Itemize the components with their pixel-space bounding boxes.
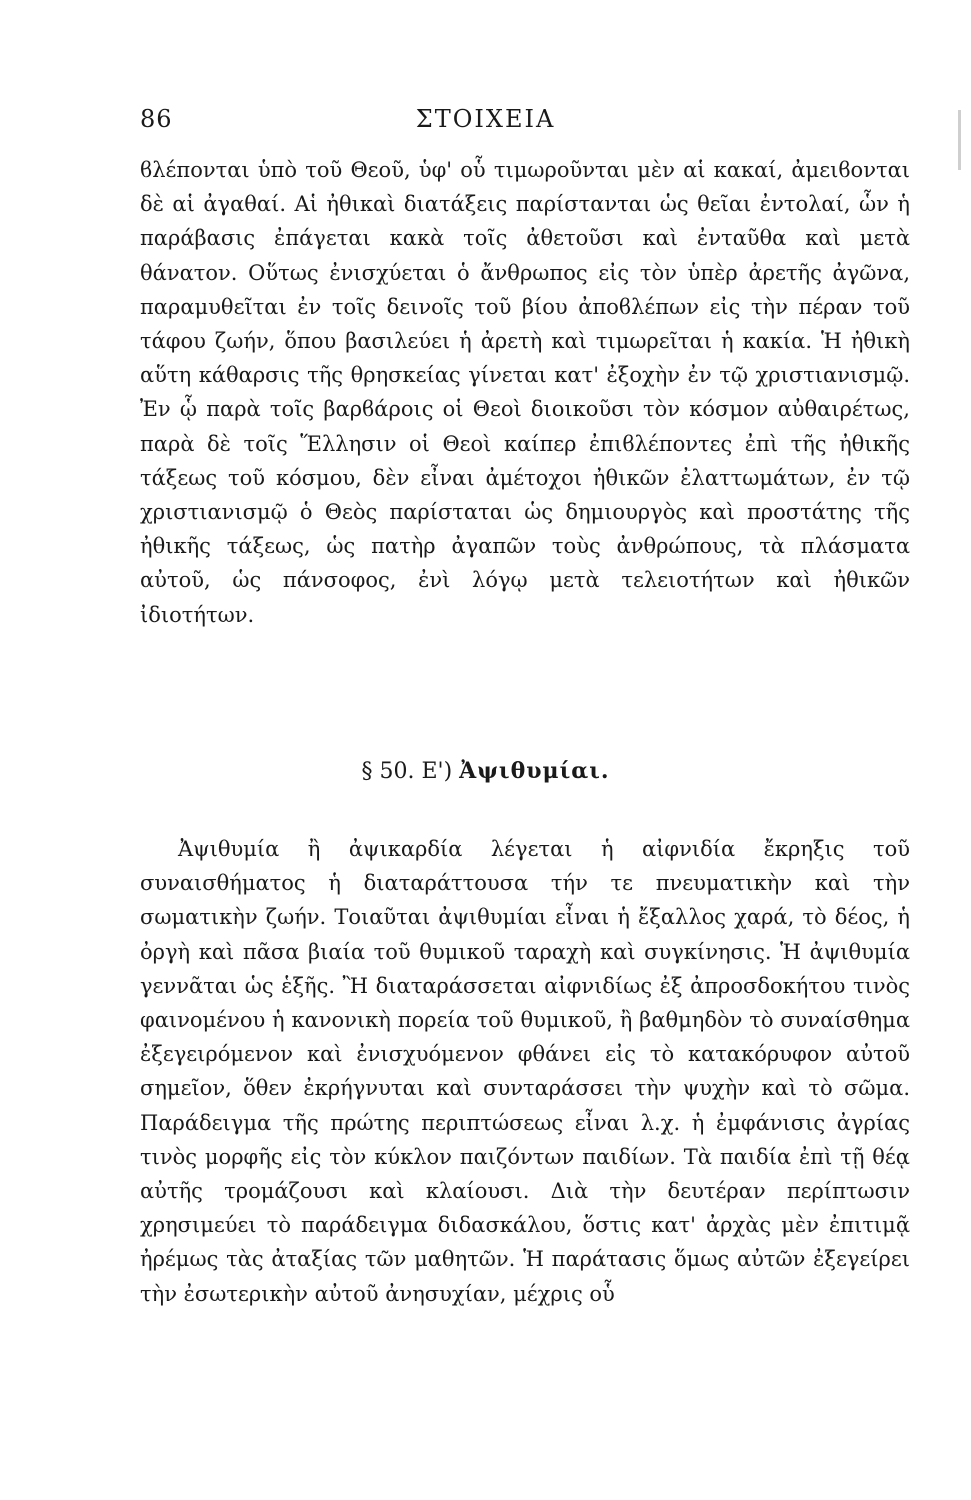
scan-edge-mark	[958, 110, 961, 170]
section-title: Ἀψιθυμίαι.	[459, 758, 610, 784]
body-paragraph-1: ϐλέπονται ὑπὸ τοῦ Θεοῦ, ὑφ' οὗ τιμωροῦνται μὲν αἱ κακαί, ἀμειϐονται δὲ αἱ ἀγαθαί. Αἱ ἠθικαὶ διατάξεις παρίστανται ὡς θεῖαι ἐντολαί, ὧν ἡ παράβασις ἐπάγεται κακὰ τοῖς ἀθετοῦσι καὶ ἐνταῦθα καὶ μετὰ θάνατον. Οὕτως ἐνισχύεται ὁ ἄνθρωπος εἰς τὸν ὑπὲρ ἀρετῆς ἀγῶνα, παραμυθεῖται ἐν τοῖς δεινοῖς τοῦ βίου ἀποϐλέπων εἰς τὴν πέραν τοῦ τάφου ζωήν, ὅπου βασιλεύει ἡ ἀρετὴ καὶ τιμωρεῖται ἡ κακία. Ἡ ἠθικὴ αὕτη κάθαρσις τῆς θρησκείας γίνεται κατ' ἐξοχὴν ἐν τῷ χριστιανισμῷ. Ἐν ᾧ παρὰ τοῖς βαρϐάροις οἱ Θεοὶ διοικοῦσι τὸν κόσμον αὐθαιρέτως, παρὰ δὲ τοῖς Ἕλλησιν οἱ Θεοὶ καίπερ ἐπιϐλέποντες ἐπὶ τῆς ἠθικῆς τάξεως τοῦ κόσμου, δὲν εἶναι ἀμέτοχοι ἠθικῶν ἐλαττωμάτων, ἐν τῷ χριστιανισμῷ ὁ Θεὸς παρίσταται ὡς δημιουργὸς καὶ προστάτης τῆς ἠθικῆς τάξεως, ὡς πατὴρ ἀγαπῶν τοὺς ἀνθρώπους, τὰ πλάσματα αὐτοῦ, ὡς πάνσοφος, ἐνὶ λόγῳ μετὰ τελειοτήτων καὶ ἠθικῶν ἰδιοτήτων.	[140, 158, 910, 627]
page-number: 86	[140, 105, 173, 133]
section-number: § 50. Ε')	[361, 759, 453, 784]
paragraph-indent	[140, 837, 178, 861]
body-paragraph-2-text: Ἀψιθυμία ἢ ἀψικαρδία λέγεται ἡ αἰφνιδία ἔκρηξις τοῦ συναισθήματος ἡ διαταράττουσα τήν τε πνευματικὴν καὶ τὴν σωματικὴν ζωήν. Τοιαῦται ἀψιθυμίαι εἶναι ἡ ἔξαλλος χαρά, τὸ δέος, ἡ ὀργὴ καὶ πᾶσα βιαία τοῦ θυμικοῦ ταραχὴ καὶ συγκίνησις. Ἡ ἀψιθυμία γεννᾶται ὡς ἑξῆς. Ἢ διαταράσσεται αἰφνιδίως ἐξ ἀπροσδοκήτου τινὸς φαινομένου ἡ κανονικὴ πορεία τοῦ θυμικοῦ, ἢ βαθμηδὸν τὸ συναίσθημα ἐξεγειρόμενον καὶ ἐνισχυόμενον φθάνει εἰς τὸ κατακόρυφον αὐτοῦ σημεῖον, ὅθεν ἐκρήγνυται καὶ συνταράσσει τὴν ψυχὴν καὶ τὸ σῶμα. Παράδειγμα τῆς πρώτης περιπτώσεως εἶναι λ.χ. ἡ ἐμφάνισις ἀγρίας τινὸς μορφῆς εἰς τὸν κύκλον παιζόντων παιδίων. Τὰ παιδία ἐπὶ τῇ θέᾳ αὐτῆς τρομάζουσι καὶ κλαίουσι. Διὰ τὴν δευτέραν περίπτωσιν χρησιμεύει τὸ παράδειγμα διδασκάλου, ὅστις κατ' ἀρχὰς μὲν ἐπιτιμᾷ ἠρέμως τὰς ἀταξίας τῶν μαθητῶν. Ἡ παράτασις ὅμως αὐτῶν ἐξεγείρει τὴν ἐσωτερικὴν αὐτοῦ ἀνησυχίαν, μέχρις οὗ	[140, 837, 910, 1306]
running-title: ΣΤΟΙΧΕΙΑ	[415, 105, 556, 133]
body-paragraph-2	[140, 832, 910, 1311]
section-heading	[0, 758, 971, 784]
